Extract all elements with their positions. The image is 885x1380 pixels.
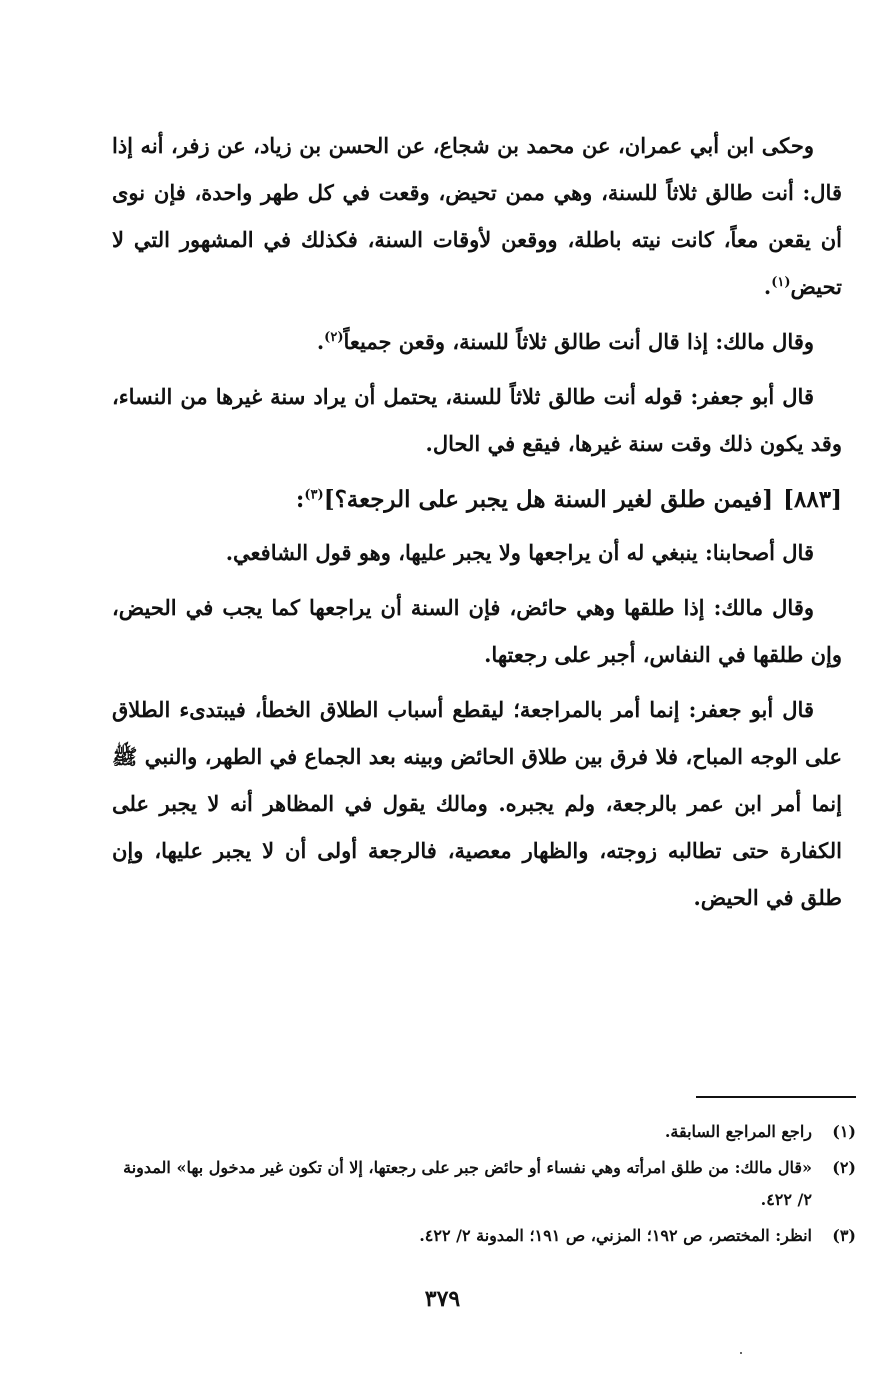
footnote-marker: (٢) [324,330,344,345]
footnote-2 [112,1152,856,1216]
paragraph-malik-2: وقال مالك: إذا طلقها وهي حائض، فإن السنة أن يراجعها كما يجب في الحيض، وإن طلقها في النفاس، أجبر على رجعتها. [112,595,842,667]
paragraph-abu-jafar [112,373,842,467]
section-heading [112,475,842,525]
footnote-marker: (١) [771,275,791,290]
footnote-number: (٢) [832,1158,856,1177]
paragraph-ibn-abi-imran [112,122,842,310]
paragraph-malik [112,318,842,365]
footnote-number: (٣) [832,1226,856,1245]
paragraph-tail: . [763,274,772,299]
paragraph-text: قال أبو جعفر: قوله أنت طالق ثلاثاً للسنة، يحتمل أن يراد سنة غيرها من النساء، وقد يكون ذلك وقت سنة غيرها، فيقع في الحال. [112,384,842,456]
footnotes [112,1116,856,1256]
paragraph-abu-jafar-2: قال أبو جعفر: إنما أمر بالمراجعة؛ ليقطع أسباب الطلاق الخطأ، فيبتدىء الطلاق على الوجه المباح، فلا فرق بين طلاق الحائض وبينه بعد الجماع في الطهر، والنبي ﷺ إنما أمر ابن عمر بالرجعة، ولم يجبره. ومالك يقول في المظاهر أنه لا يجبر على الكفارة حتى تطالبه زوجته، والظهار معصية، فالرجعة أولى أن لا يجبر عليها، وإن طلق في الحيض. [112,697,842,910]
page-number: ٣٧٩ [424,1286,461,1312]
footnote-1 [112,1116,856,1148]
paragraph-ashabuna: قال أصحابنا: ينبغي له أن يراجعها ولا يجبر عليها، وهو قول الشافعي. [225,540,814,565]
heading-tail: : [295,486,305,513]
section-title: [فيمن طلق لغير السنة هل يجبر على الرجعة؟] [323,486,774,513]
section-number: [٨٨٣] [783,486,842,513]
footnote-text: انظر: المختصر، ص ١٩٢؛ المزني، ص ١٩١؛ المدونة ٢/ ٤٢٢. [419,1226,812,1245]
footnote-3 [112,1220,856,1252]
footnote-number: (١) [832,1122,856,1141]
footnote-marker: (٣) [304,487,324,503]
main-text [112,122,842,929]
footnote-separator [696,1096,856,1098]
paragraph-text: وقال مالك: إذا قال أنت طالق ثلاثاً للسنة، وقعن جميعاً [343,329,814,354]
paragraph-tail: . [316,329,325,354]
scan-speck [740,1352,742,1354]
footnote-text: «قال مالك: من طلق امرأته وهي نفساء أو حائض جبر على رجعتها، إلا أن تكون غير مدخول بها» المدونة ٢/ ٤٢٢. [123,1158,812,1209]
paragraph-text: وحكى ابن أبي عمران، عن محمد بن شجاع، عن الحسن بن زياد، عن زفر، أنه إذا قال: أنت طالق ثلاثاً للسنة، وهي ممن تحيض، وقعت في كل طهر واحدة، فإن نوى أن يقعن معاً، كانت نيته باطلة، ووقعن لأوقات السنة، فكذلك في المشهور التي لا تحيض [112,133,842,299]
footnote-text: راجع المراجع السابقة. [664,1122,812,1141]
